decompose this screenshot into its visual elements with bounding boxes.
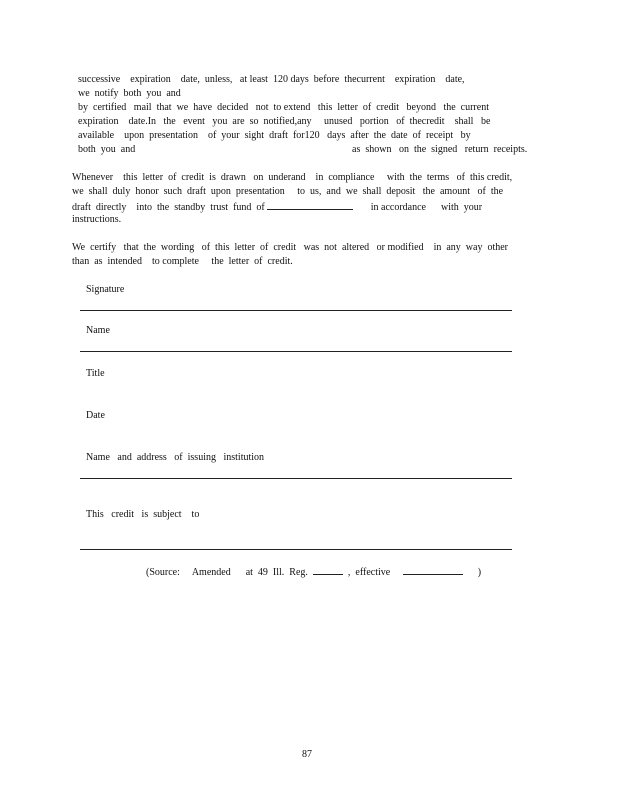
reg-blank	[313, 565, 343, 575]
para1-line4: expiration date.In the event you are so notified,any unused portion of thecredit shall be	[78, 116, 491, 127]
name-line	[80, 351, 512, 352]
para1-line1: successive expiration date, unless, at least 120 days before thecurrent expiration date,	[78, 74, 465, 85]
para2-line4: instructions.	[72, 214, 122, 225]
subject-label: This credit is subject to	[86, 509, 200, 520]
para3-line2: than as intended to complete the letter of credit.	[72, 256, 293, 267]
title-label: Title	[86, 368, 105, 379]
para1-line6-right: as shown on the signed return receipts.	[352, 144, 528, 155]
date-label: Date	[86, 410, 105, 421]
name-label: Name	[86, 325, 110, 336]
para2-line2: we shall duly honor such draft upon presentation to us, and we shall deposit the amount of the	[72, 186, 504, 197]
effective-blank	[403, 565, 463, 575]
para1-line6-left: both you and	[78, 144, 136, 155]
para1-line5: available upon presentation of your sight draft for120 days after the date of receipt by	[78, 130, 471, 141]
page-number: 87	[302, 749, 312, 760]
para2-line3-text: draft directly into the standby trust fund of	[72, 202, 265, 213]
para1-line2: we notify both you and	[78, 88, 181, 99]
para2-line3-end: in accordance with your	[370, 202, 483, 213]
source-part1: (Source: Amended at 49 Ill. Reg.	[146, 567, 308, 578]
para3-line1: We certify that the wording of this letter of credit was not altered or modified in any way other	[72, 242, 509, 253]
name-address-line	[80, 478, 512, 479]
source-part3: )	[477, 567, 482, 578]
signature-line	[80, 310, 512, 311]
para2-line1: Whenever this letter of credit is drawn on underand in compliance with the terms of this credit,	[72, 172, 513, 183]
name-address-label: Name and address of issuing institution	[86, 452, 265, 463]
subject-line	[80, 549, 512, 550]
source-part2: , effective	[347, 567, 391, 578]
para2-line3	[72, 200, 482, 214]
trust-fund-blank	[267, 200, 353, 210]
signature-label: Signature	[86, 284, 125, 295]
source-note	[146, 565, 481, 579]
para1-line3: by certified mail that we have decided not to extend this letter of credit beyond the current	[78, 102, 489, 113]
